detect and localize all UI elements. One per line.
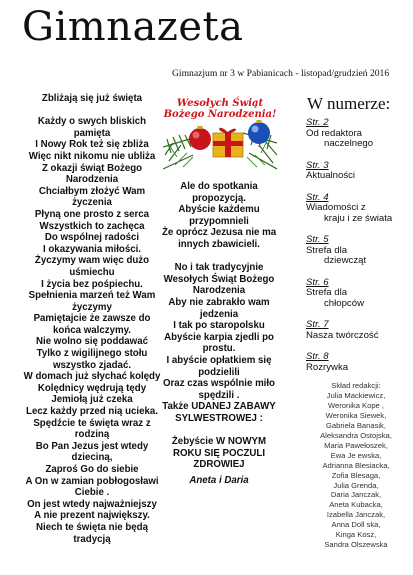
poem-line: Chciałbym złożyć Wam bbox=[38, 185, 146, 197]
toc-page-number[interactable]: Str. 3 bbox=[306, 159, 329, 171]
poem-left-column bbox=[22, 93, 162, 545]
poem-line: tradycją bbox=[73, 533, 111, 545]
poem-line: Ciebie . bbox=[74, 487, 110, 499]
toc-section-title: dziewcząt bbox=[324, 255, 367, 266]
toc-section-title: Strefa dla bbox=[306, 287, 348, 298]
red-ornament-icon bbox=[189, 128, 211, 150]
poem-line: I życia bez pośpiechu. bbox=[41, 278, 143, 290]
poem-line bbox=[162, 424, 276, 436]
poem-line: Kolędnicy wędrują tędy bbox=[37, 382, 147, 394]
staff-name: Ewa Je ewska, bbox=[330, 450, 382, 460]
toc-page-number[interactable]: Str. 4 bbox=[306, 191, 329, 203]
poem-line: dzieciną, bbox=[71, 452, 113, 464]
poem-line: Nie wolno się poddawać bbox=[36, 336, 148, 348]
toc-page-number[interactable]: Str. 5 bbox=[306, 234, 329, 245]
poem-line: I abyście opłatkiem się bbox=[166, 354, 272, 366]
toc-section-title: chłopców bbox=[324, 297, 364, 309]
card-greeting-line1: Wesołych Świąt bbox=[176, 98, 264, 109]
toc-page-number[interactable]: Str. 6 bbox=[306, 276, 329, 288]
poem-line: Żebyście W NOWYM bbox=[171, 436, 267, 448]
poem-line: Że oprócz Jezusa nie ma bbox=[162, 227, 277, 239]
poem-line: Każdy o swych bliskich bbox=[37, 116, 147, 128]
poem-line: propozycją. bbox=[192, 192, 246, 204]
toc-item[interactable] bbox=[306, 118, 406, 150]
poem-line: I Nowy Rok też się zbliża bbox=[35, 139, 149, 151]
staff-name: Skład redakcji: bbox=[331, 381, 381, 390]
poem-line: końca walczymy. bbox=[53, 324, 131, 336]
staff-name: Julia Grenda, bbox=[333, 480, 379, 490]
poem-middle-column bbox=[162, 181, 276, 486]
staff-name: Daria Janczak, bbox=[330, 490, 382, 500]
poem-line: W domach już słychać kolędy bbox=[23, 371, 161, 383]
poem-line: Niech te święta nie będą bbox=[36, 521, 148, 533]
staff-name: Julia Mackiewicz, bbox=[326, 390, 386, 400]
poem-line: ROKU SIĘ POCZULI bbox=[172, 447, 266, 459]
poem-line: Tylko z wigilijnego stołu bbox=[36, 348, 148, 360]
toc-item[interactable] bbox=[306, 320, 406, 341]
toc-page-number[interactable]: Str. 7 bbox=[306, 319, 329, 330]
card-greeting-line2: Bożego Narodzenia! bbox=[163, 109, 277, 120]
poem-line bbox=[22, 105, 162, 117]
poem-line: przypomnieli bbox=[189, 215, 249, 227]
poem-line: rodziną bbox=[74, 429, 110, 441]
poem-line: Zaproś Go do siebie bbox=[45, 464, 139, 475]
staff-name: Zofia Blesaga, bbox=[331, 470, 381, 480]
poem-line: A On w zamian pobłogosławi bbox=[25, 475, 159, 487]
poem-line: Życzymy wam więc dużo bbox=[34, 255, 150, 267]
toc-heading: W numerze: bbox=[307, 94, 391, 113]
masthead-title: Gimnazeta bbox=[22, 4, 244, 50]
poem-line: Płyną one prosto z serca bbox=[34, 208, 150, 220]
poem-line: Narodzenia bbox=[65, 174, 119, 186]
poem-line: Zbliżają się już święta bbox=[41, 93, 143, 104]
poem-line: jedzenia bbox=[199, 308, 239, 320]
toc-section-title: naczelnego bbox=[324, 138, 374, 149]
poem-line: Bo Pan Jezus jest wtedy bbox=[35, 440, 149, 452]
toc-section-title: Wiadomości z bbox=[306, 202, 366, 213]
signature: Aneta i Daria bbox=[189, 474, 249, 486]
toc-item[interactable] bbox=[306, 235, 406, 267]
editorial-staff-list bbox=[302, 381, 410, 550]
poem-line: On jest wtedy najważniejszy bbox=[27, 498, 157, 510]
poem-line: Aby nie zabrakło wam bbox=[168, 296, 270, 308]
poem-line: prostu. bbox=[202, 343, 236, 355]
staff-name: Sandra Olszewska bbox=[324, 540, 388, 550]
poem-line: A nie prezent największy. bbox=[34, 510, 150, 522]
poem-line: Do wspólnej radości bbox=[44, 232, 140, 244]
staff-name: Aneta Kubacka, bbox=[329, 500, 383, 510]
staff-name: Gabriela Banasik, bbox=[326, 420, 386, 430]
poem-line: Także UDANEJ ZABAWY bbox=[162, 401, 276, 413]
staff-name: Weronika Kope , bbox=[327, 400, 384, 410]
poem-line: Oraz czas wspólnie miło bbox=[163, 378, 275, 390]
poem-line: uśmiechu bbox=[69, 266, 115, 278]
poem-line: Wesołych Świąt Bożego bbox=[163, 273, 275, 285]
toc-section-title: Od redaktora bbox=[306, 127, 362, 139]
poem-line: I tak po staropolsku bbox=[173, 320, 265, 332]
poem-line: wszystko zjadać. bbox=[52, 359, 132, 371]
poem-line: Spełnienia marzeń też Wam bbox=[28, 290, 156, 302]
staff-name: Anna Doll ska, bbox=[331, 520, 381, 530]
toc-page-number[interactable]: Str. 8 bbox=[306, 351, 329, 362]
christmas-card-image bbox=[163, 95, 277, 171]
poem-line: życzenia bbox=[72, 197, 112, 209]
staff-name: Maria Pawełoszek, bbox=[324, 440, 388, 450]
issue-line: Gimnazjum nr 3 w Pabianicach - listopad/grudzień 2016 bbox=[172, 68, 390, 79]
staff-name: Izabella Janczak, bbox=[326, 510, 386, 520]
gift-box-icon bbox=[213, 128, 243, 157]
toc-item[interactable] bbox=[306, 193, 406, 225]
staff-name: Adrianna Blesiacka, bbox=[322, 460, 390, 470]
poem-line: Wszystkich to zachęca bbox=[39, 220, 145, 232]
toc-section-title: Rozrywka bbox=[306, 361, 349, 373]
toc-item[interactable] bbox=[306, 161, 406, 182]
poem-line: Lecz każdy przed nią ucieka. bbox=[26, 406, 158, 418]
poem-line: ZDROWIEJ bbox=[193, 459, 245, 471]
poem-line: SYLWESTROWEJ : bbox=[175, 412, 263, 424]
table-of-contents bbox=[306, 118, 406, 384]
blue-ornament-icon bbox=[248, 122, 270, 144]
staff-name: Kinga Kosz, bbox=[335, 530, 377, 540]
poem-line: Jemiołą już czeka bbox=[51, 394, 133, 406]
toc-section-title: Nasza twórczość bbox=[306, 329, 379, 341]
staff-name: Weronika Siewek, bbox=[325, 410, 387, 420]
poem-line: Narodzenia bbox=[192, 285, 246, 297]
toc-item[interactable] bbox=[306, 352, 406, 373]
poem-line: spędzili . bbox=[198, 389, 240, 401]
poem-line: pamięta bbox=[73, 127, 111, 139]
poem-line: Abyście każdemu bbox=[178, 204, 260, 216]
toc-section-title: Strefa dla bbox=[306, 244, 348, 256]
poem-line: Z okazji świąt Bożego bbox=[41, 162, 143, 174]
poem-line: I okazywania miłości. bbox=[43, 243, 141, 255]
toc-section-title: kraju i ze świata bbox=[324, 212, 393, 224]
toc-section-title: Aktualności bbox=[306, 170, 356, 181]
poem-line: Abyście karpia zjedli po bbox=[164, 331, 274, 343]
poem-line: Spędźcie te święta wraz z bbox=[33, 417, 151, 429]
poem-line: podzielili bbox=[198, 366, 240, 378]
poem-line: życzymy bbox=[72, 301, 112, 313]
poem-line bbox=[162, 251, 276, 263]
poem-line: No i tak tradycyjnie bbox=[174, 262, 264, 274]
poem-line: innych zbawicieli. bbox=[178, 238, 260, 250]
poem-line: Pamiętajcie że zawsze do bbox=[33, 313, 151, 325]
staff-name: Aleksandra Ostojska, bbox=[320, 430, 392, 440]
poem-line: Ale do spotkania bbox=[180, 181, 258, 192]
toc-item[interactable] bbox=[306, 278, 406, 310]
toc-page-number[interactable]: Str. 2 bbox=[306, 117, 329, 128]
poem-line: Więc nikt nikomu nie ubliża bbox=[28, 150, 156, 162]
